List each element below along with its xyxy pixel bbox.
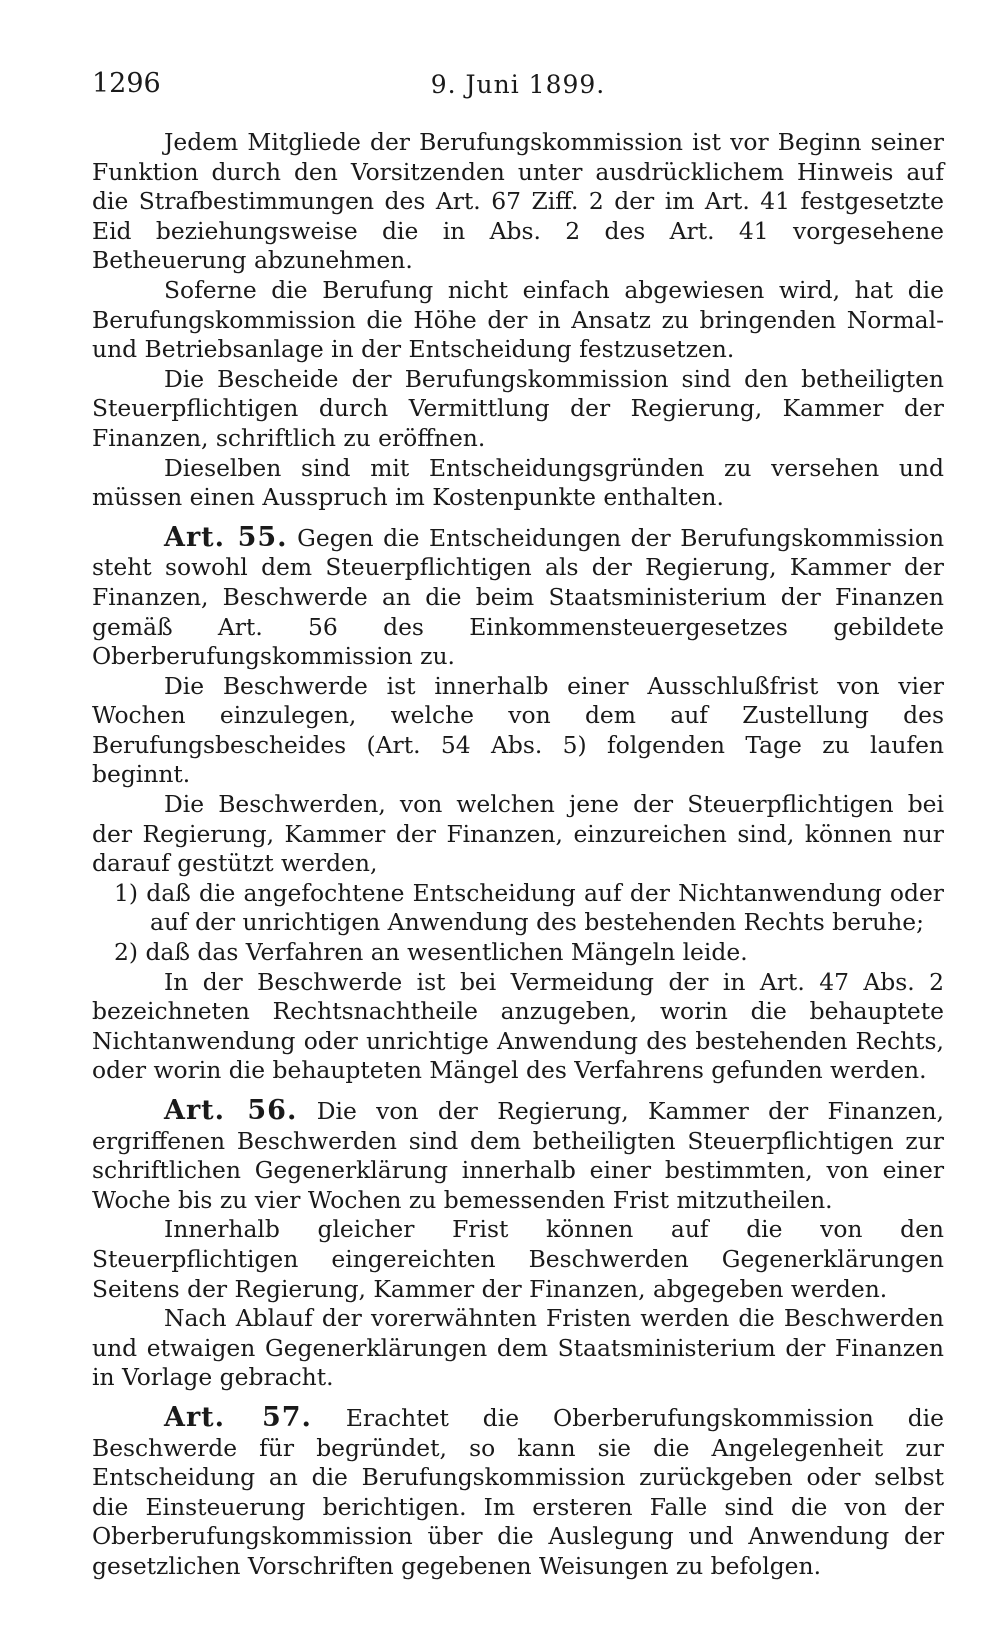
page-date: 9. Juni 1899. [430, 70, 606, 99]
article-56-label: Art. 56. [164, 1095, 298, 1126]
article-57-text: Erachtet die Oberberufungskommission die Beschwerde für begründet, so kann sie die Angelegenheit zur Entscheidung an die Berufungskommission zurückgeben oder selbst die Einsteuerung berichtigen. Im ersteren Falle sind die von der Oberberufungskommission über die Auslegung und Anwendung der gesetzlichen Vorschriften gegebenen Weisungen zu befolgen. [92, 1403, 944, 1580]
paragraph: Soferne die Berufung nicht einfach abgewiesen wird, hat die Berufungskommission die Höhe der in Ansatz zu bringenden Normal- und Betriebsanlage in der Entscheidung festzusetzen. [92, 275, 944, 364]
paragraph: Dieselben sind mit Entscheidungsgründen zu versehen und müssen einen Ausspruch im Kostenpunkte enthalten. [92, 453, 944, 512]
list-item: 2) daß das Verfahren an wesentlichen Mängeln leide. [114, 938, 748, 967]
article-57-paragraph [92, 1403, 944, 1582]
paragraph: Jedem Mitgliede der Berufungskommission ist vor Beginn seiner Funktion durch den Vorsitzenden unter ausdrücklichem Hinweis auf die Strafbestimmungen des Art. 67 Ziff. 2 der im Art. 41 festgesetzte Eid beziehungsweise die in Abs. 2 des Art. 41 vorgesehene Betheuerung abzunehmen. [92, 128, 944, 275]
article-56-text: Die von der Regierung, Kammer der Finanzen, ergriffenen Beschwerden sind dem betheiligten Steuerpflichtigen zur schriftlichen Gegenerklärung innerhalb einer bestimmten, von einer Woche bis zu vier Wochen zu bemessenden Frist mitzutheilen. [92, 1097, 944, 1214]
document-body [92, 128, 944, 1582]
article-57-label: Art. 57. [164, 1401, 312, 1433]
article-56-paragraph [92, 1096, 944, 1215]
paragraph: Die Bescheide der Berufungskommission sind den betheiligten Steuerpflichtigen durch Vermittlung der Regierung, Kammer der Finanzen, schriftlich zu eröffnen. [92, 364, 944, 452]
paragraph: Die Beschwerde ist innerhalb einer Ausschlußfrist von vier Wochen einzulegen, welche von dem auf Zustellung des Berufungsbescheides (Art. 54 Abs. 5) folgenden Tage zu laufen beginnt. [92, 671, 944, 789]
paragraph: Nach Ablauf der vorerwähnten Fristen werden die Beschwerden und etwaigen Gegenerklärungen dem Staatsministerium der Finanzen in Vorlage gebracht. [92, 1304, 944, 1392]
list-item: 1) daß die angefochtene Entscheidung auf der Nichtanwendung oder auf der unrichtigen Anwendung des bestehenden Rechts beruhe; [114, 878, 944, 937]
article-55-paragraph [92, 523, 944, 672]
page-number: 1296 [92, 68, 161, 99]
page-header [92, 68, 944, 104]
paragraph: Innerhalb gleicher Frist können auf die von den Steuerpflichtigen eingereichten Beschwerden Gegenerklärungen Seitens der Regierung, Kammer der Finanzen, abgegeben werden. [92, 1215, 944, 1303]
paragraph: In der Beschwerde ist bei Vermeidung der in Art. 47 Abs. 2 bezeichneten Rechtsnachtheile anzugeben, worin die behauptete Nichtanwendung oder unrichtige Anwendung des bestehenden Rechts, oder worin die behaupteten Mängel des Verfahrens gefunden werden. [92, 967, 944, 1085]
article-55-text: Gegen die Entscheidungen der Berufungskommission steht sowohl dem Steuerpflichtigen als der Regierung, Kammer der Finanzen, Beschwerde an die beim Staatsministerium der Finanzen gemäß Art. 56 des Einkommensteuergesetzes gebildete Oberberufungskommission zu. [92, 523, 945, 671]
paragraph: Die Beschwerden, von welchen jene der Steuerpflichtigen bei der Regierung, Kammer der Finanzen, einzureichen sind, können nur darauf gestützt werden, [92, 790, 944, 878]
article-55-label: Art. 55. [164, 521, 288, 553]
